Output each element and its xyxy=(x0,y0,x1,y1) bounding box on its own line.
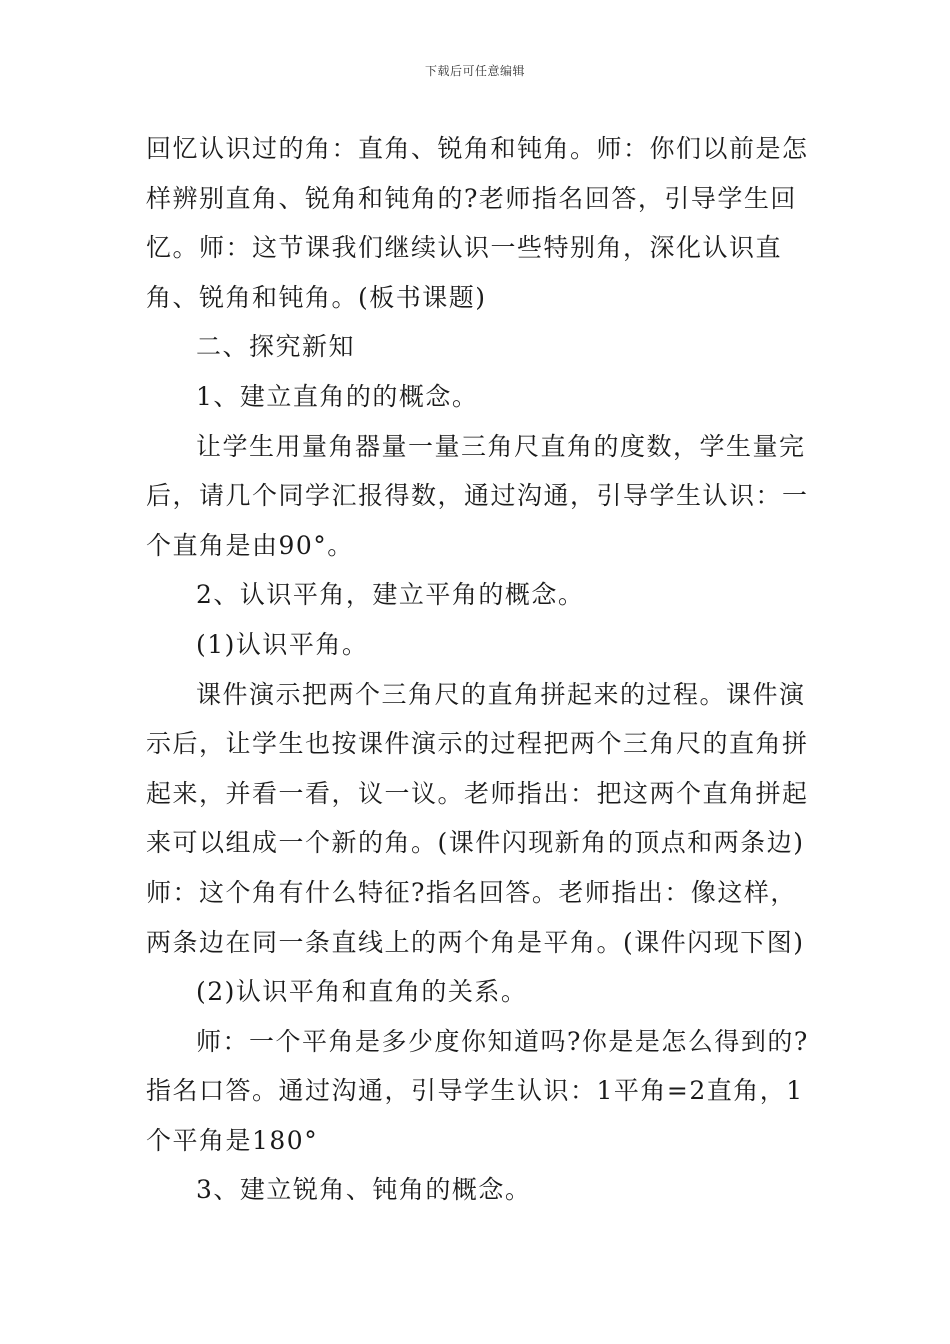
paragraph-measure: 让学生用量角器量一量三角尺直角的度数，学生量完后，请几个同学汇报得数，通过沟通，引导学生认识：一个直角是由90°。 xyxy=(146,431,809,560)
subheading-relationship: (2)认识平角和直角的关系。 xyxy=(196,977,528,1007)
paragraph-courseware-demo: 课件演示把两个三角尺的直角拼起来的过程。课件演示后，让学生也按课件演示的过程把两个三角尺的直角拼起来，并看一看，议一议。老师指出：把这两个直角拼起来可以组成一个新的角。(课件闪现新角的顶点和两条边)师：这个角有什么特征?指名回答。老师指出：像这样，两条边在同一条直线上的两个角是平角。(课件闪现下图) xyxy=(146,679,809,957)
subheading-know-straight-angle: (1)认识平角。 xyxy=(196,629,369,659)
step-heading-acute-obtuse: 3、建立锐角、钝角的概念。 xyxy=(196,1175,532,1205)
page-header: 下载后可任意编辑 xyxy=(424,64,525,78)
step-heading-right-angle: 1、建立直角的的概念。 xyxy=(196,381,479,411)
paragraph-review: 回忆认识过的角：直角、锐角和钝角。师：你们以前是怎样辨别直角、锐角和钝角的?老师指名回答，引导学生回忆。师：这节课我们继续认识一些特别角，深化认识直角、锐角和钝角。(板书课题) xyxy=(146,134,809,312)
paragraph-degrees: 师：一个平角是多少度你知道吗?你是是怎么得到的?指名口答。通过沟通，引导学生认识：1平角=2直角，1个平角是180° xyxy=(146,1026,809,1155)
section-heading-explore: 二、探究新知 xyxy=(196,332,356,362)
document-body xyxy=(146,124,811,1215)
step-heading-straight-angle: 2、认识平角，建立平角的概念。 xyxy=(196,580,585,610)
